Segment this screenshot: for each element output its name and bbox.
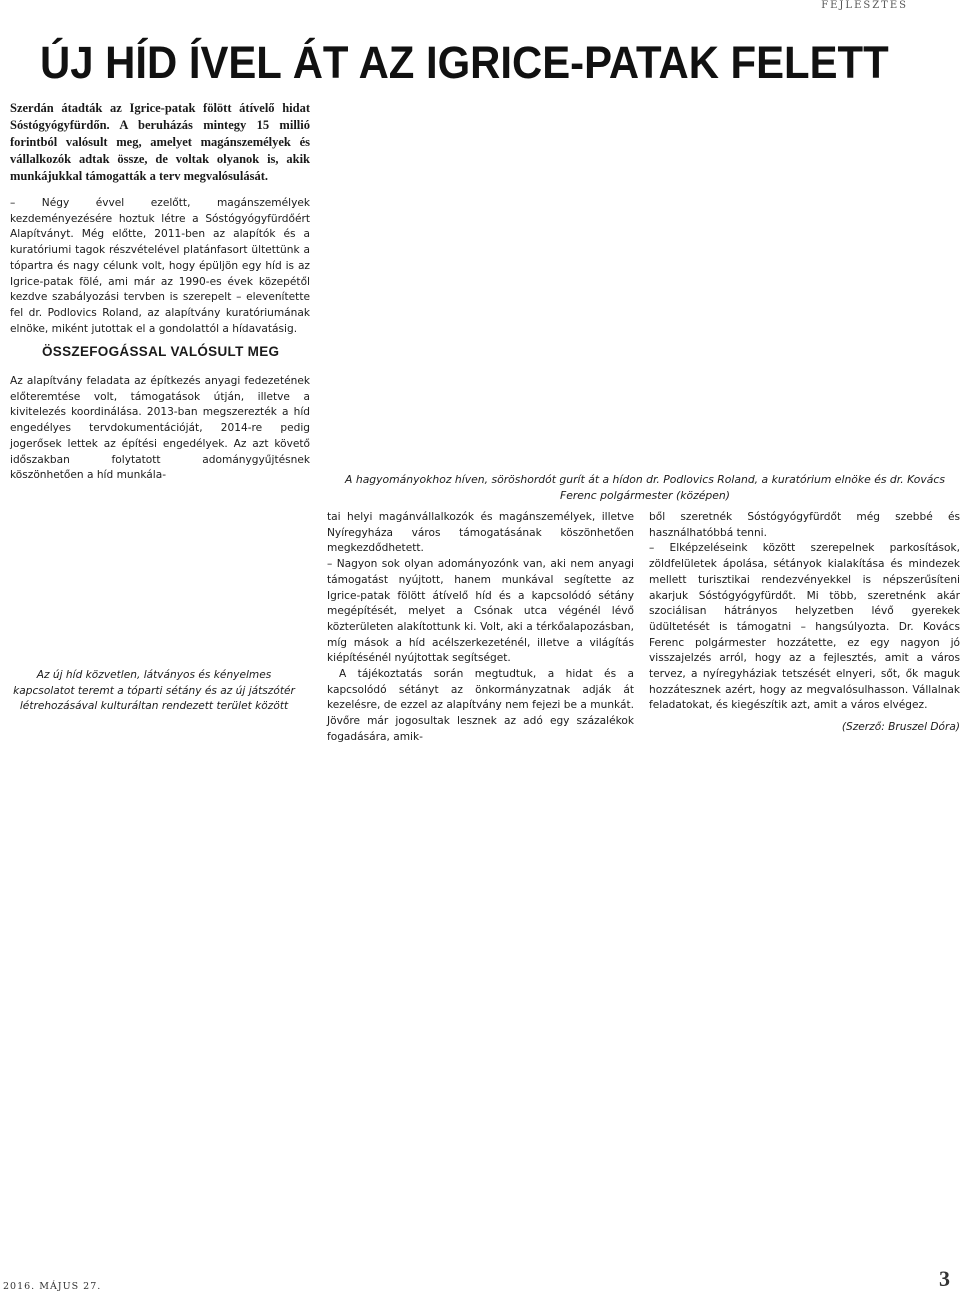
subheading: ÖSSZEFOGÁSSAL VALÓSULT MEG <box>42 344 280 359</box>
page-number: 3 <box>939 1266 950 1291</box>
column-3-paragraph: – Elképzeléseink között szerepelnek parkosítások, zöldfelületek ápolása, sétányok kialakítása és mindezek mellett turisztikai rendezvényekkel is népszerűsíteni akarjuk Sóstógyógyfürdőt. Mi több, szeretnénk akár szociálisan hátrányos helyzetben lévő gyerekek üdültetését is támogatni – hangsúlyozta. Dr. Kovács Ferenc polgármester hozzátette, ez egy nagyon jó visszajelzés arról, hogy az a fejlesztés, amit a város tervez, a nyíregyháziak tetszését elnyeri, sőt, ők maguk hozzátesznek azért, hogy az megvalósulhasson. Vállalnak feladatokat, és kiegészítik azt, amit a város elvégez. <box>649 542 960 712</box>
section-label: FEJLESZTÉS <box>821 0 908 11</box>
article-column-3 <box>649 510 960 736</box>
column-2-paragraph: tai helyi magánvállalkozók és magánszemélyek, illetve Nyíregyháza város támogatásának köszönhetően megkezdődhetett. <box>327 511 634 555</box>
photo-caption-top: A hagyományokhoz híven, söröshordót gurít át a hídon dr. Podlovics Roland, a kuratórium elnöke és dr. Kovács Ferenc polgármester (középen) <box>345 473 945 502</box>
photo-caption-left: Az új híd közvetlen, látványos és kényelmes kapcsolatot teremt a tóparti sétány és az új játszótér létrehozásával kulturáltan rendezett terület között <box>13 669 295 712</box>
article-paragraph-2: Az alapítvány feladata az építkezés anyagi fedezetének előteremtése volt, támogatások útján, illetve a kivitelezés koordinálása. 2013-ban megszerezték a híd engedélyes tervdokumentációját, 2014-re pedig jogerősek lettek az építési engedélyek. Az azt követő időszakban folytatott adománygyűjtésnek köszönhetően a híd munkála- <box>10 375 310 482</box>
article-lead: Szerdán átadták az Igrice-patak fölött átívelő hidat Sóstógyógyfürdőn. A beruházás mintegy 15 millió forintból valósult meg, amelyet magánszemélyek és vállalkozók adtak össze, de voltak olyanok is, akik munkájukkal támogatták a terv megvalósulását. <box>10 101 310 183</box>
column-2-paragraph: – Nagyon sok olyan adományozónk van, aki nem anyagi támogatást nyújtott, hanem munkával segítette az Igrice-patak fölött átívelő híd és a kapcsolódó sétány megépítését, melyet a Csónak utca végénél lévő közterületen alakítottunk ki. Volt, aki a térkőalapozásban, míg mások a híd acélszerkezeténél, illetve a világítás kiépítésénél nyújtottak segítséget. <box>327 558 634 665</box>
footer-date: 2016. MÁJUS 27. <box>3 1281 102 1292</box>
article-column-2 <box>327 510 634 746</box>
column-3-paragraph: ből szeretnék Sóstógyógyfürdőt még szebbé és használhatóbbá tenni. <box>649 511 960 539</box>
article-title: ÚJ HÍD ÍVEL ÁT AZ IGRICE-PATAK FELETT <box>40 37 889 88</box>
author-credit: (Szerző: Bruszel Dóra) <box>841 721 960 734</box>
column-2-paragraph: A tájékoztatás során megtudtuk, a hidat és a kapcsolódó sétányt az önkormányzatnak adják át kezelésre, de ezzel az alapítvány nem fejezi be a munkát. Jövőre már jogosultak lesznek az adó egy százalékok fogadására, amik- <box>327 668 634 743</box>
article-paragraph-1: – Négy évvel ezelőtt, magánszemélyek kezdeményezésére hoztuk létre a Sóstógyógyfürdőért Alapítványt. Még előtte, 2011-ben az alapítók és a kuratóriumi tagok részvételével platánfasort ültettünk a tópartra és nagy célunk volt, hogy épüljön egy híd is az Igrice-patak fölé, ami már az 1990-es évek közepétől kezdve szabályozási tervben is szerepelt – elevenítette fel dr. Podlovics Roland, az alapítvány kuratóriumának elnöke, miként jutottak el a gondolattól a hídavatásig. <box>10 197 310 335</box>
